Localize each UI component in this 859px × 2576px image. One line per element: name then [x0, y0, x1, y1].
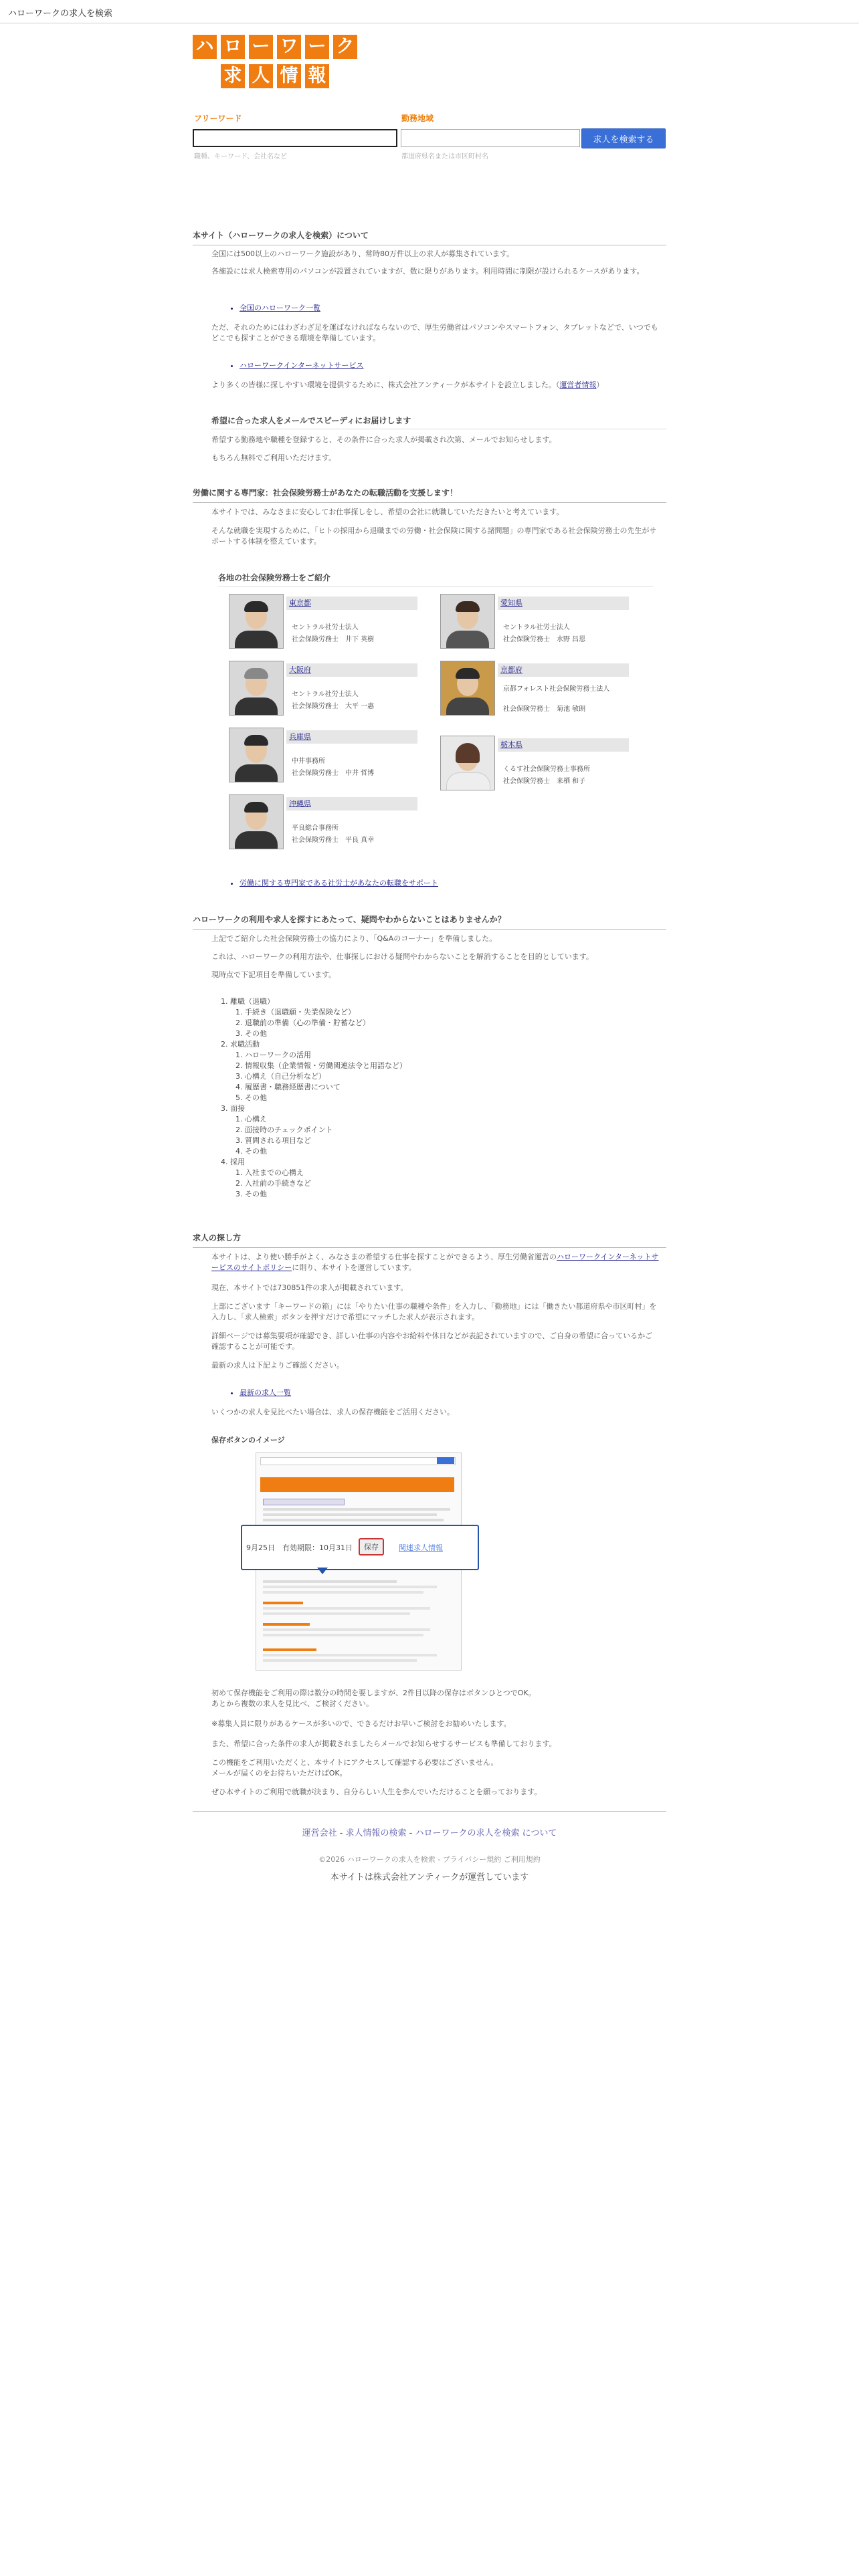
sr-pref-link[interactable]: 大阪府 [286, 663, 417, 677]
howto-link-list [227, 1387, 291, 1398]
howto-text: 上部にございます「キーワードの箱」には「やりたい仕事の職種や条件」を入力し、「勤務地」には「働きたい都道府県や市区町村」を入力し、「求人検索」ボタンを押すだけで希望にマッチした求人が表示されます。 [211, 1302, 657, 1321]
mail-text: 希望する勤務地や職種を登録すると、その条件に合った求人が掲載され次第、メールでお知らせします。 [211, 435, 557, 444]
keyword-input[interactable] [193, 129, 397, 147]
latest-jobs-link[interactable]: • 最新の求人一覧 [240, 1387, 291, 1398]
sr-person: 社会保険労務士 中井 哲博 [292, 770, 375, 777]
popup-related-link[interactable]: 関連求人情報 [399, 1543, 443, 1552]
howto-text-part: 本サイトは、より使い勝手がよく、みなさまの希望する仕事を探すことができるよう、厚生労働省運営の [211, 1253, 557, 1261]
sr-office: セントラル社労士法人 [292, 691, 359, 698]
logo-char: 求 [221, 64, 245, 88]
internet-service-link[interactable]: • ハローワークインターネットサービス [240, 360, 363, 370]
sr-pref-link[interactable]: 愛知県 [498, 597, 629, 610]
howto-text: この機能をご利用いただくと、本サイトにアクセスして確認する必要はございません。 [211, 1758, 498, 1767]
sr-person: 社会保険労務士 来栖 和子 [503, 778, 586, 785]
faq-sub-item: 1. ハローワークの活用 [245, 1050, 407, 1061]
faq-sub-item: 2. 退職前の準備（心の準備・貯蓄など） [245, 1018, 407, 1029]
save-image-heading: 保存ボタンのイメージ [211, 1436, 285, 1444]
logo-char: 情 [277, 64, 301, 88]
faq-sub-item: 3. その他 [245, 1029, 407, 1039]
faq-item-label: 離職（退職） [230, 997, 274, 1006]
popup-date: 9月25日 有効期限：10月31日 [246, 1543, 353, 1552]
sr-card [440, 661, 632, 716]
logo-char: ー [249, 35, 273, 59]
location-hint: 都道府県名または市区町村名 [401, 153, 488, 160]
footer-nav[interactable]: 運営会社 - 求人情報の検索 - ハローワークの求人を検索 について [302, 1828, 557, 1838]
location-label: 勤務地域 [401, 114, 434, 123]
howto-text: また、希望に合った条件の求人が掲載されましたらメールでお知らせするサービスも準備しております。 [211, 1739, 557, 1748]
mail-heading: 希望に合った求人をメールでスピーディにお届けします [211, 415, 666, 429]
sr-office: くるす社会保険労務士事務所 [503, 766, 590, 773]
about-link-list [227, 302, 320, 313]
popup-pointer [317, 1568, 328, 1574]
keyword-hint: 職種、キーワード、会社名など [194, 153, 288, 160]
sr-pref-link[interactable]: 京都府 [498, 663, 629, 677]
sr-photo [440, 736, 495, 790]
sr-link-list [227, 877, 438, 888]
faq-sub-item: 2. 面接時のチェックポイント [245, 1125, 407, 1136]
sr-heading: 労働に関する専門家：社会保険労務士があなたの転職活動を支援します！ [193, 487, 666, 503]
about-text [211, 380, 660, 391]
faq-sub-item: 4. 履歴書・職務経歴書について [245, 1082, 407, 1093]
howto-text: 詳細ページでは募集要項が確認でき、詳しい仕事の内容やお給料や休日などが表記されていますので、ご自身の希望に合っているかご確認することが可能です。 [211, 1331, 653, 1351]
sr-office: 京都フォレスト社会保険労務士法人 [503, 685, 610, 693]
save-popup [241, 1525, 479, 1570]
about-link-list [227, 360, 363, 370]
howto-text: ※募集人員に限りがあるケースが多いので、できるだけお早いご検討をお勧めいたします。 [211, 1719, 511, 1728]
window-title: ハローワークの求人を検索 [8, 9, 113, 19]
sr-office: セントラル社労士法人 [292, 624, 359, 631]
sr-office: セントラル社労士法人 [503, 624, 570, 631]
faq-text: 上記でご紹介した社会保険労務士の協力により、「Q&Aのコーナー」を準備しました。 [211, 934, 497, 943]
sr-sub-heading: 各地の社会保険労務士をご紹介 [218, 572, 653, 586]
keyword-label: フリーワード [194, 114, 242, 123]
faq-sub-item: 2. 情報収集（企業情報・労働関連法令と用語など） [245, 1061, 407, 1071]
faq-sub-item: 3. その他 [245, 1189, 407, 1200]
howto-text: メールが届くのをお待ちいただけばOK。 [211, 1769, 347, 1778]
about-heading: 本サイト（ハローワークの求人を検索）について [193, 229, 666, 245]
sr-office: 中井事務所 [292, 758, 325, 765]
hellowork-list-link[interactable]: • 全国のハローワーク一覧 [240, 302, 320, 313]
about-text-part: より多くの皆様に探しやすい環境を提供するために、株式会社アンティークが本サイトを設立しました。（ [211, 381, 560, 389]
faq-sub-item: 5. その他 [245, 1093, 407, 1103]
faq-item [230, 1039, 407, 1103]
sr-pref-link[interactable]: 兵庫県 [286, 730, 417, 744]
footer-divider [193, 1811, 666, 1812]
sr-person: 社会保険労務士 井下 英樹 [292, 636, 375, 643]
faq-text: これは、ハローワークの利用方法や、仕事探しにおける疑問やわからないことを解消することを目的としています。 [211, 952, 593, 961]
faq-sub-item: 2. 入社前の手続きなど [245, 1178, 407, 1189]
sr-card [440, 594, 632, 649]
faq-sub-item: 3. 質問される項目など [245, 1136, 407, 1146]
howto-text: いくつかの求人を見比べたい場合は、求人の保存機能をご活用ください。 [211, 1408, 454, 1416]
window-title-bar [0, 0, 859, 23]
faq-sub-item: 3. 心構え（自己分析など） [245, 1071, 407, 1082]
site-policy-link[interactable]: ハローワークインターネットサービスのサイトポリシー [211, 1253, 659, 1272]
sr-photo [229, 594, 284, 649]
faq-item [230, 1103, 407, 1157]
faq-sub-item: 1. 入社までの心構え [245, 1168, 407, 1178]
sr-person: 社会保険労務士 菊池 敏朗 [503, 706, 586, 713]
about-text: 全国には500以上のハローワーク施設があり、常時80万件以上の求人が募集されています。 [211, 249, 514, 258]
about-text-part: ） [596, 381, 604, 389]
faq-heading: ハローワークの利用や求人を探すにあたって、疑問やわからないことはありませんか？ [193, 914, 666, 930]
sr-office: 平良総合事務所 [292, 825, 339, 832]
logo-char: ロ [221, 35, 245, 59]
howto-text: 最新の求人は下記よりご確認ください。 [211, 1361, 344, 1370]
sr-person: 社会保険労務士 平良 真幸 [292, 837, 375, 844]
faq-item-label: 求職活動 [230, 1040, 260, 1049]
logo-char: ワ [277, 35, 301, 59]
howto-text: あとから複数の求人を見比べ、ご検討ください。 [211, 1699, 373, 1708]
faq-item-label: 採用 [230, 1158, 245, 1166]
logo-char: ー [305, 35, 329, 59]
faq-sub-item: 4. その他 [245, 1146, 407, 1157]
copyright: ©2026 ハローワークの求人を検索 - プライバシー規約 ご利用規約 [318, 1855, 541, 1864]
sr-photo [440, 594, 495, 649]
logo-char: 人 [249, 64, 273, 88]
sr-photo [229, 794, 284, 849]
sr-card [229, 728, 420, 782]
logo-char: ク [333, 35, 357, 59]
faq-item [230, 996, 407, 1039]
sr-pref-link[interactable]: 沖縄県 [286, 797, 417, 811]
sr-card [229, 794, 420, 849]
faq-item [230, 1157, 407, 1200]
operator-info-link[interactable]: 運営者情報 [559, 381, 597, 389]
sr-person: 社会保険労務士 大平 一惠 [292, 703, 375, 710]
sr-card [229, 661, 420, 716]
sr-photo [229, 728, 284, 782]
faq-item-label: 面接 [230, 1104, 245, 1113]
sr-photo [229, 661, 284, 716]
howto-text: 初めて保存機能をご利用の際は数分の時間を要しますが、2件目以降の保存はボタンひとつでOK。 [211, 1689, 536, 1697]
sr-pref-link[interactable]: 東京都 [286, 597, 417, 610]
howto-heading: 求人の探し方 [193, 1232, 666, 1248]
site-logo[interactable] [193, 35, 367, 92]
sr-support-link[interactable]: • 労働に関する専門家である社労士があなたの転職をサポート [240, 877, 438, 888]
popup-save-button[interactable]: 保存 [359, 1538, 384, 1555]
howto-text: ぜひ本サイトのご利用で就職が決まり、自分らしい人生を歩んでいただけることを願っております。 [211, 1788, 542, 1796]
howto-text [211, 1252, 660, 1273]
faq-sub-item: 1. 心構え [245, 1114, 407, 1125]
logo-char: ハ [193, 35, 217, 59]
about-text: 各施設には求人検索専用のパソコンが設置されていますが、数に限りがあります。利用時間に制限が設けられるケースがあります。 [211, 267, 644, 276]
about-text: ただ、それのためにはわざわざ足を運ばなければならないので、厚生労働省はパソコンやスマートフォン、タブレットなどで、いつでもどこでも探すことができる環境を準備しています。 [211, 323, 658, 342]
operator-note: 本サイトは株式会社アンティークが運営しています [330, 1872, 529, 1883]
sr-card [440, 736, 632, 790]
faq-list [215, 996, 407, 1200]
faq-sub-item: 1. 手続き（退職願・失業保険など） [245, 1007, 407, 1018]
sr-text: 本サイトでは、みなさまに安心してお仕事探しをし、希望の会社に就職していただきたいと考えています。 [211, 508, 564, 516]
howto-text: 現在、本サイトでは730851件の求人が掲載されています。 [211, 1283, 408, 1292]
mail-text: もちろん無料でご利用いただけます。 [211, 453, 337, 462]
logo-char: 報 [305, 64, 329, 88]
search-button[interactable]: 求人を検索する [581, 128, 666, 148]
sr-text: そんな就職を実現するために、「ヒトの採用から退職までの労働・社会保険に関する諸問題」の専門家である社会保険労務士の先生がサポートする体制を整えています。 [211, 526, 657, 546]
sr-person: 社会保険労務士 水野 昌恩 [503, 636, 586, 643]
sr-card [229, 594, 420, 649]
howto-text-part: に則り、本サイトを運営しています。 [292, 1263, 416, 1272]
sr-pref-link[interactable]: 栃木県 [498, 738, 629, 752]
location-input[interactable] [401, 129, 580, 147]
faq-text: 現時点で下記項目を準備しています。 [211, 970, 337, 979]
sr-photo [440, 661, 495, 716]
